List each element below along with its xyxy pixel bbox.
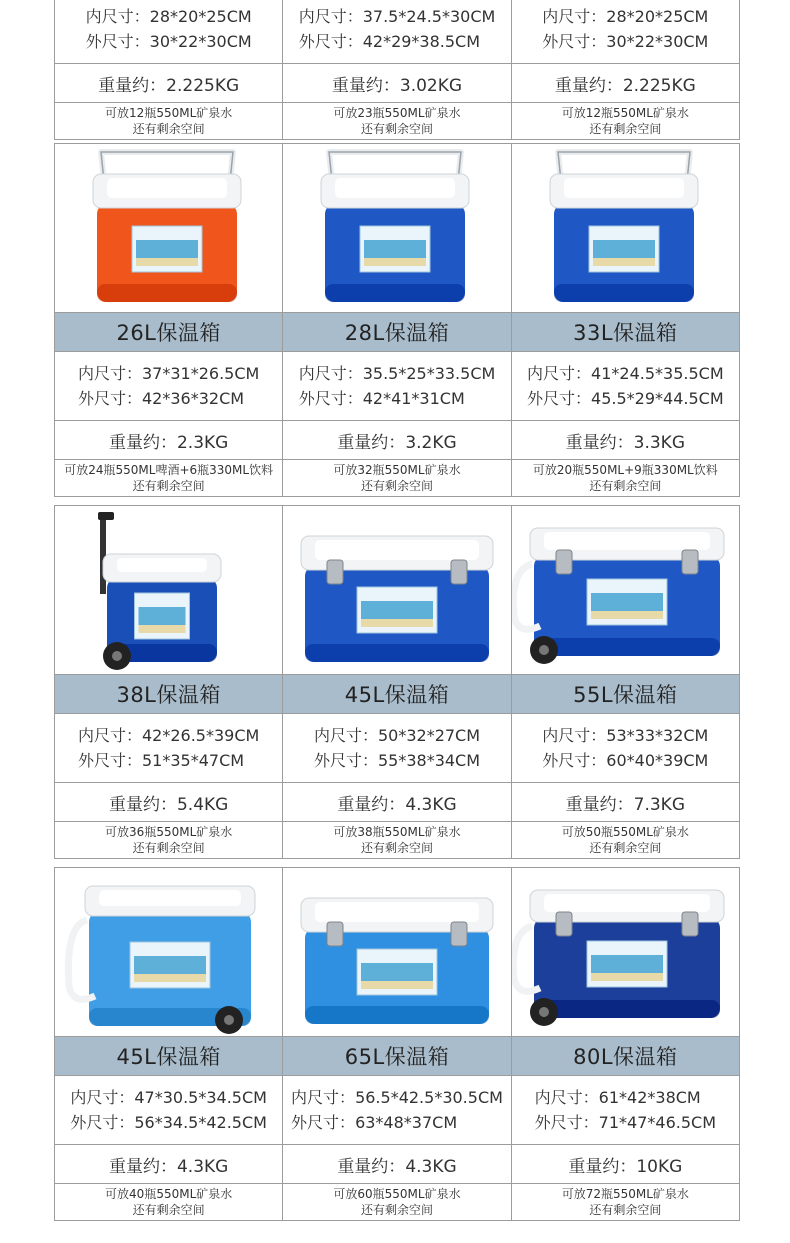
dims-cell: 内尺寸：37*31*26.5CM 外尺寸：42*36*32CM xyxy=(55,352,283,421)
dims-cell: 内尺寸：42*26.5*39CM 外尺寸：51*35*47CM xyxy=(55,714,283,783)
cooler-box-image xyxy=(283,868,510,1036)
weight-value: 4.3KG xyxy=(405,794,457,815)
weight-cell: 重量约：2.3KG xyxy=(55,421,283,460)
cooler-box-image xyxy=(512,144,739,312)
capacity-cell: 可放60瓶550ML矿泉水 还有剩余空间 xyxy=(283,1184,511,1221)
outer-size: 55*38*34CM xyxy=(377,751,481,770)
product-image xyxy=(511,868,739,1037)
weight-cell: 重量约：3.3KG xyxy=(511,421,739,460)
product-name: 80L保温箱 xyxy=(511,1037,739,1076)
inner-size: 42*26.5*39CM xyxy=(142,726,260,745)
inner-size: 56.5*42.5*30.5CM xyxy=(355,1088,503,1107)
inner-size: 28*20*25CM xyxy=(606,7,709,26)
inner-size: 28*20*25CM xyxy=(149,7,252,26)
weight-value: 5.4KG xyxy=(176,794,229,815)
cooler-box-image xyxy=(55,144,282,312)
dims-cell: 内尺寸：28*20*25CM 外尺寸：30*22*30CM xyxy=(511,0,739,64)
capacity-cell: 可放12瓶550ML矿泉水 还有剩余空间 xyxy=(55,103,283,140)
outer-size: 42*41*31CM xyxy=(362,389,465,408)
inner-size: 41*24.5*35.5CM xyxy=(591,364,724,383)
weight-cell: 重量约：4.3KG xyxy=(55,1145,283,1184)
capacity-cell: 可放36瓶550ML矿泉水 还有剩余空间 xyxy=(55,822,283,859)
outer-size: 51*35*47CM xyxy=(142,751,245,770)
inner-size: 47*30.5*34.5CM xyxy=(134,1088,267,1107)
dims-cell: 内尺寸：53*33*32CM 外尺寸：60*40*39CM xyxy=(511,714,739,783)
capacity-cell: 可放20瓶550ML+9瓶330ML饮料 还有剩余空间 xyxy=(511,460,739,497)
inner-size: 53*33*32CM xyxy=(606,726,709,745)
weight-value: 7.3KG xyxy=(633,794,685,815)
outer-size: 56*34.5*42.5CM xyxy=(134,1113,267,1132)
weight-value: 10KG xyxy=(636,1156,683,1177)
weight-cell: 重量约：3.02KG xyxy=(283,64,511,103)
outer-size: 30*22*30CM xyxy=(149,32,252,51)
dims-cell: 内尺寸：35.5*25*33.5CM 外尺寸：42*41*31CM xyxy=(283,352,511,421)
product-name: 33L保温箱 xyxy=(511,313,739,352)
dims-cell: 内尺寸：28*20*25CM 外尺寸：30*22*30CM xyxy=(55,0,283,64)
cooler-box-image xyxy=(283,144,510,312)
weight-value: 2.225KG xyxy=(622,75,696,96)
inner-size: 37.5*24.5*30CM xyxy=(362,7,496,26)
weight-cell: 重量约：3.2KG xyxy=(283,421,511,460)
outer-size: 30*22*30CM xyxy=(606,32,709,51)
weight-value: 2.3KG xyxy=(176,432,229,453)
spec-block-row-2 xyxy=(54,505,740,859)
product-image xyxy=(55,144,283,313)
capacity-cell: 可放50瓶550ML矿泉水 还有剩余空间 xyxy=(511,822,739,859)
outer-size: 42*29*38.5CM xyxy=(362,32,481,51)
weight-value: 2.225KG xyxy=(166,75,240,96)
product-name: 26L保温箱 xyxy=(55,313,283,352)
capacity-cell: 可放40瓶550ML矿泉水 还有剩余空间 xyxy=(55,1184,283,1221)
dims-cell: 内尺寸：61*42*38CM 外尺寸：71*47*46.5CM xyxy=(511,1076,739,1145)
cooler-box-image xyxy=(283,506,510,674)
cooler-box-image xyxy=(512,506,739,674)
inner-size: 37*31*26.5CM xyxy=(142,364,260,383)
product-name: 45L保温箱 xyxy=(55,1037,283,1076)
outer-size: 45.5*29*44.5CM xyxy=(591,389,724,408)
product-name: 28L保温箱 xyxy=(283,313,511,352)
dims-cell: 内尺寸：47*30.5*34.5CM 外尺寸：56*34.5*42.5CM xyxy=(55,1076,283,1145)
inner-size: 50*32*27CM xyxy=(377,726,481,745)
capacity-cell: 可放72瓶550ML矿泉水 还有剩余空间 xyxy=(511,1184,739,1221)
dims-cell: 内尺寸：41*24.5*35.5CM 外尺寸：45.5*29*44.5CM xyxy=(511,352,739,421)
inner-size: 35.5*25*33.5CM xyxy=(362,364,496,383)
product-image xyxy=(55,868,283,1037)
weight-cell: 重量约：2.225KG xyxy=(511,64,739,103)
product-name: 38L保温箱 xyxy=(55,675,283,714)
product-name: 65L保温箱 xyxy=(283,1037,511,1076)
spec-block-top-partial xyxy=(54,0,740,140)
outer-size: 42*36*32CM xyxy=(142,389,245,408)
product-image xyxy=(283,144,511,313)
outer-size: 63*48*37CM xyxy=(355,1113,458,1132)
cooler-box-image xyxy=(512,868,739,1036)
dims-cell: 内尺寸：50*32*27CM 外尺寸：55*38*34CM xyxy=(283,714,511,783)
capacity-cell: 可放12瓶550ML矿泉水 还有剩余空间 xyxy=(511,103,739,140)
outer-size: 71*47*46.5CM xyxy=(598,1113,716,1132)
product-name: 55L保温箱 xyxy=(511,675,739,714)
weight-cell: 重量约：4.3KG xyxy=(283,1145,511,1184)
weight-cell: 重量约：2.225KG xyxy=(55,64,283,103)
product-image xyxy=(55,506,283,675)
cooler-box-image xyxy=(55,868,282,1036)
weight-value: 4.3KG xyxy=(405,1156,457,1177)
dims-cell: 内尺寸：56.5*42.5*30.5CM 外尺寸：63*48*37CM xyxy=(283,1076,511,1145)
weight-cell: 重量约：5.4KG xyxy=(55,783,283,822)
capacity-cell: 可放23瓶550ML矿泉水 还有剩余空间 xyxy=(283,103,511,140)
capacity-cell: 可放32瓶550ML矿泉水 还有剩余空间 xyxy=(283,460,511,497)
capacity-cell: 可放38瓶550ML矿泉水 还有剩余空间 xyxy=(283,822,511,859)
capacity-cell: 可放24瓶550ML啤酒+6瓶330ML饮料 还有剩余空间 xyxy=(55,460,283,497)
weight-value: 3.2KG xyxy=(405,432,457,453)
inner-size: 61*42*38CM xyxy=(598,1088,701,1107)
spec-block-row-1 xyxy=(54,143,740,497)
weight-cell: 重量约：10KG xyxy=(511,1145,739,1184)
dims-cell: 内尺寸：37.5*24.5*30CM 外尺寸：42*29*38.5CM xyxy=(283,0,511,64)
product-name: 45L保温箱 xyxy=(283,675,511,714)
weight-cell: 重量约：4.3KG xyxy=(283,783,511,822)
weight-value: 4.3KG xyxy=(176,1156,229,1177)
product-image xyxy=(283,506,511,675)
outer-size: 60*40*39CM xyxy=(606,751,709,770)
weight-value: 3.3KG xyxy=(633,432,685,453)
weight-cell: 重量约：7.3KG xyxy=(511,783,739,822)
spec-block-row-3 xyxy=(54,867,740,1221)
product-image xyxy=(283,868,511,1037)
product-image xyxy=(511,506,739,675)
cooler-box-image xyxy=(55,506,282,674)
weight-value: 3.02KG xyxy=(399,75,463,96)
product-image xyxy=(511,144,739,313)
